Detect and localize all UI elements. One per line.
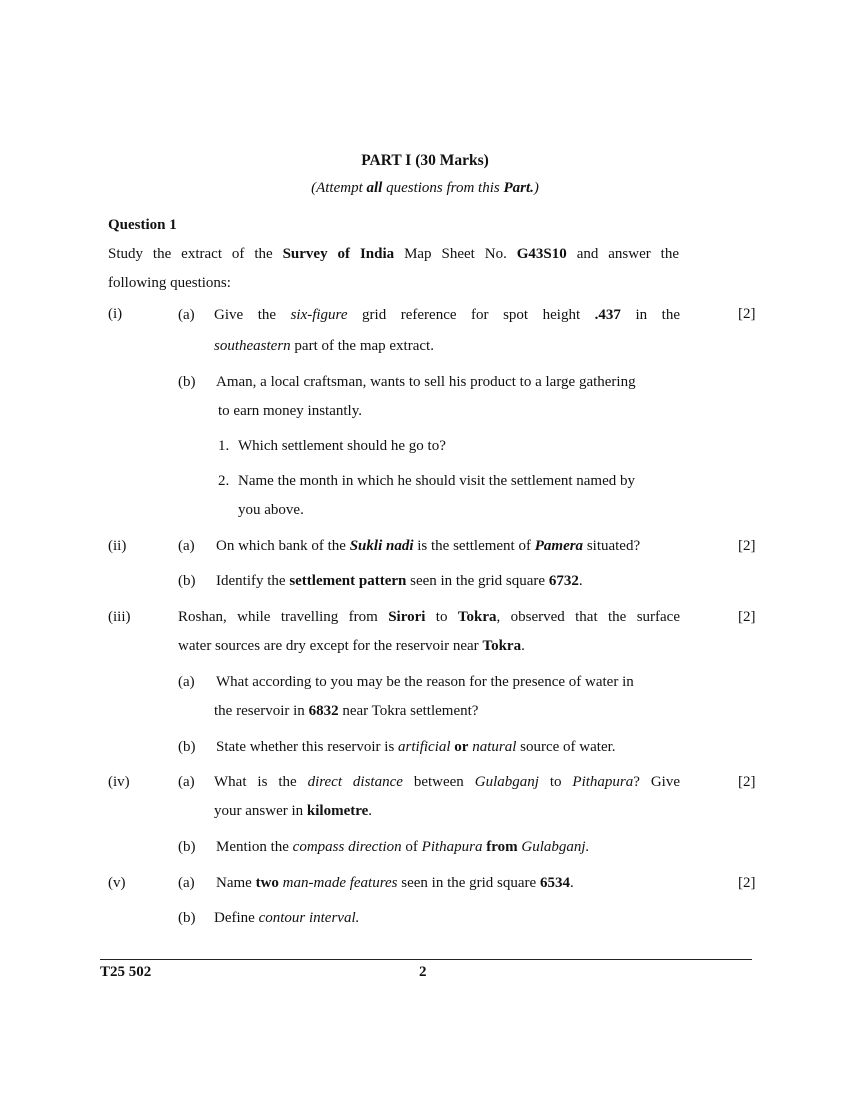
q-i-b2-text-line2: you above. bbox=[238, 502, 304, 518]
q-iii-text-line2: water sources are dry except for the reservoir near Tokra. bbox=[178, 638, 525, 654]
q-i-b-text-line2: to earn money instantly. bbox=[218, 403, 362, 419]
q-i-marks: [2] bbox=[738, 306, 756, 322]
paper-code: T25 502 bbox=[100, 964, 152, 980]
q-ii-a-label: (a) bbox=[178, 538, 195, 554]
q-i-b2-text: Name the month in which he should visit the settlement named by bbox=[238, 473, 636, 489]
q-iii-a-text: What according to you may be the reason for the presence of water in bbox=[216, 674, 634, 690]
question-intro-line2: following questions: bbox=[108, 275, 231, 291]
q-i-a-text-line2: southeastern part of the map extract. bbox=[214, 338, 434, 354]
q-ii-number: (ii) bbox=[108, 538, 127, 554]
q-i-b2-number: 2. bbox=[218, 473, 230, 489]
q-iii-b-label: (b) bbox=[178, 739, 196, 755]
q-i-a-label: (a) bbox=[178, 307, 195, 323]
q-iii-marks: [2] bbox=[738, 609, 756, 625]
q-v-b-text: Define contour interval. bbox=[214, 910, 360, 926]
q-ii-a-text: On which bank of the Sukli nadi is the settlement of Pamera situated? bbox=[216, 538, 641, 554]
q-ii-b-label: (b) bbox=[178, 573, 196, 589]
q-iv-a-text-line2: your answer in kilometre. bbox=[214, 803, 373, 819]
q-v-a-text: Name two man-made features seen in the grid square 6534. bbox=[216, 875, 574, 891]
q-v-marks: [2] bbox=[738, 875, 756, 891]
q-iv-a-text: What is the direct distance between Gulabganj to Pithapura? Give bbox=[214, 774, 680, 790]
footer-divider bbox=[100, 959, 752, 960]
q-ii-b-text: Identify the settlement pattern seen in the grid square 6732. bbox=[216, 573, 583, 589]
q-iii-b-text: State whether this reservoir is artificial or natural source of water. bbox=[216, 739, 616, 755]
q-iv-b-label: (b) bbox=[178, 839, 196, 855]
q-iii-a-text-line2: the reservoir in 6832 near Tokra settlement? bbox=[214, 703, 479, 719]
q-iv-number: (iv) bbox=[108, 774, 130, 790]
part-title: PART I (30 Marks) bbox=[361, 152, 489, 169]
part-instruction: (Attempt all questions from this Part.) bbox=[311, 180, 539, 196]
q-i-b-text: Aman, a local craftsman, wants to sell his product to a large gathering bbox=[216, 374, 636, 390]
q-i-b-label: (b) bbox=[178, 374, 196, 390]
q-iii-a-label: (a) bbox=[178, 674, 195, 690]
q-iii-number: (iii) bbox=[108, 609, 131, 625]
q-ii-marks: [2] bbox=[738, 538, 756, 554]
q-i-number: (i) bbox=[108, 306, 123, 322]
q-i-b1-number: 1. bbox=[218, 438, 230, 454]
q-iv-a-label: (a) bbox=[178, 774, 195, 790]
q-v-b-label: (b) bbox=[178, 910, 196, 926]
page-number: 2 bbox=[419, 964, 427, 980]
q-iv-b-text: Mention the compass direction of Pithapura from Gulabganj. bbox=[216, 839, 590, 855]
q-iv-marks: [2] bbox=[738, 774, 756, 790]
q-iii-text: Roshan, while travelling from Sirori to Tokra, observed that the surface bbox=[178, 609, 680, 625]
q-i-b1-text: Which settlement should he go to? bbox=[238, 438, 446, 454]
question-intro: Study the extract of the Survey of India Map Sheet No. G43S10 and answer the bbox=[108, 246, 680, 262]
q-v-a-label: (a) bbox=[178, 875, 195, 891]
question-heading: Question 1 bbox=[108, 217, 177, 233]
q-i-a-text: Give the six-figure grid reference for spot height .437 in the bbox=[214, 307, 680, 323]
q-v-number: (v) bbox=[108, 875, 126, 891]
